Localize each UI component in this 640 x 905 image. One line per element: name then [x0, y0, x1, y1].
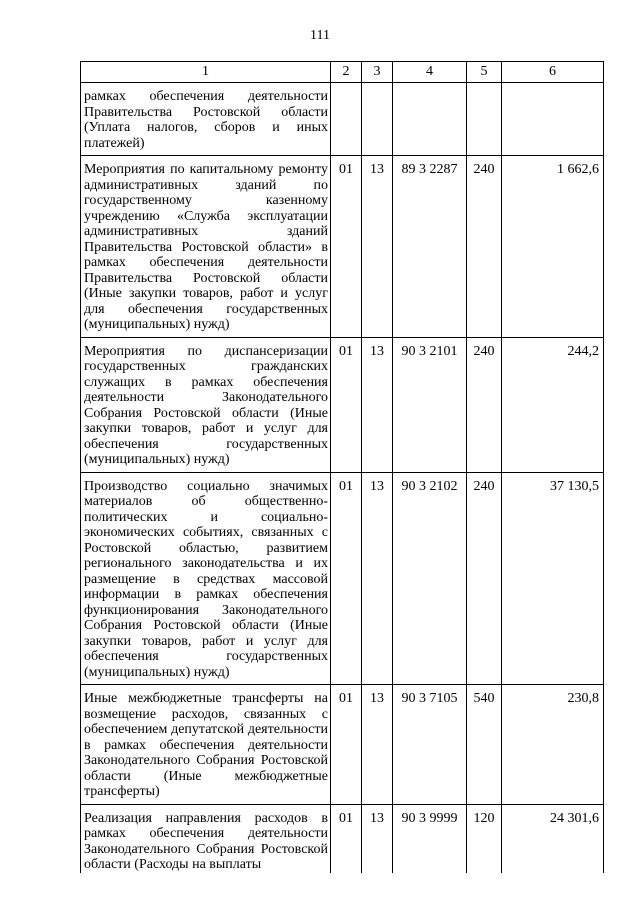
- header-col-1: 1: [81, 62, 331, 83]
- row-target-code: [393, 83, 467, 156]
- row-expense-type: 240: [467, 156, 502, 338]
- row-section: 01: [331, 804, 362, 873]
- table-row: [81, 337, 604, 472]
- row-target-code: 90 3 2102: [393, 472, 467, 685]
- row-target-code: 90 3 2101: [393, 337, 467, 472]
- table-row: [81, 156, 604, 338]
- row-target-code: 90 3 7105: [393, 685, 467, 805]
- row-expense-type: [467, 83, 502, 156]
- row-target-code: 90 3 9999: [393, 804, 467, 873]
- row-subsection: [362, 83, 393, 156]
- row-amount: 24 301,6: [502, 804, 604, 873]
- row-section: 01: [331, 337, 362, 472]
- row-subsection: 13: [362, 685, 393, 805]
- table-header: [81, 62, 604, 83]
- header-row: [81, 62, 604, 83]
- row-section: 01: [331, 685, 362, 805]
- row-subsection: 13: [362, 337, 393, 472]
- row-section: 01: [331, 156, 362, 338]
- table-row: [81, 472, 604, 685]
- row-expense-type: 120: [467, 804, 502, 873]
- row-expense-type: 240: [467, 337, 502, 472]
- table-row: [81, 83, 604, 156]
- row-expense-type: 240: [467, 472, 502, 685]
- row-amount: 37 130,5: [502, 472, 604, 685]
- row-subsection: 13: [362, 804, 393, 873]
- header-col-4: 4: [393, 62, 467, 83]
- row-expense-type: 540: [467, 685, 502, 805]
- row-name: Мероприятия по диспансеризации государственных гражданских служащих в рамках обеспечения деятельности Законодательного Собрания Ростовской области (Иные закупки товаров, работ и услуг для обеспечения государственных (муниципальных) нужд): [81, 337, 331, 472]
- row-subsection: 13: [362, 156, 393, 338]
- row-amount: [502, 83, 604, 156]
- header-col-6: 6: [502, 62, 604, 83]
- row-name: рамках обеспечения деятельности Правительства Ростовской области (Уплата налогов, сборов и иных платежей): [81, 83, 331, 156]
- budget-table: [80, 61, 604, 873]
- row-name: Реализация направления расходов в рамках обеспечения деятельности Законодательного Собрания Ростовской области (Расходы на выплаты: [81, 804, 331, 873]
- row-subsection: 13: [362, 472, 393, 685]
- row-name: Иные межбюджетные трансферты на возмещение расходов, связанных с обеспечением депутатской деятельности в рамках обеспечения деятельности Законодательного Собрания Ростовской области (Иные межбюджетные трансферты): [81, 685, 331, 805]
- header-col-3: 3: [362, 62, 393, 83]
- row-name: Мероприятия по капитальному ремонту административных зданий по государственному казенному учреждению «Служба эксплуатации административных зданий Правительства Ростовской области» в рамках обеспечения деятельности Правительства Ростовской области (Иные закупки товаров, работ и услуг для обеспечения государственных (муниципальных) нужд): [81, 156, 331, 338]
- row-section: [331, 83, 362, 156]
- header-col-5: 5: [467, 62, 502, 83]
- table-row: [81, 804, 604, 873]
- table-row: [81, 685, 604, 805]
- header-col-2: 2: [331, 62, 362, 83]
- row-target-code: 89 3 2287: [393, 156, 467, 338]
- page-number: 111: [310, 28, 330, 43]
- row-amount: 1 662,6: [502, 156, 604, 338]
- row-section: 01: [331, 472, 362, 685]
- row-name: Производство социально значимых материалов об общественно-политических и социально-экономических событиях, связанных с Ростовской областью, развитием регионального законодательства и их размещение в средствах массовой информации в рамках обеспечения функционирования Законодательного Собрания Ростовской области (Иные закупки товаров, работ и услуг для обеспечения государственных (муниципальных) нужд): [81, 472, 331, 685]
- table-body: [81, 83, 604, 873]
- row-amount: 244,2: [502, 337, 604, 472]
- row-amount: 230,8: [502, 685, 604, 805]
